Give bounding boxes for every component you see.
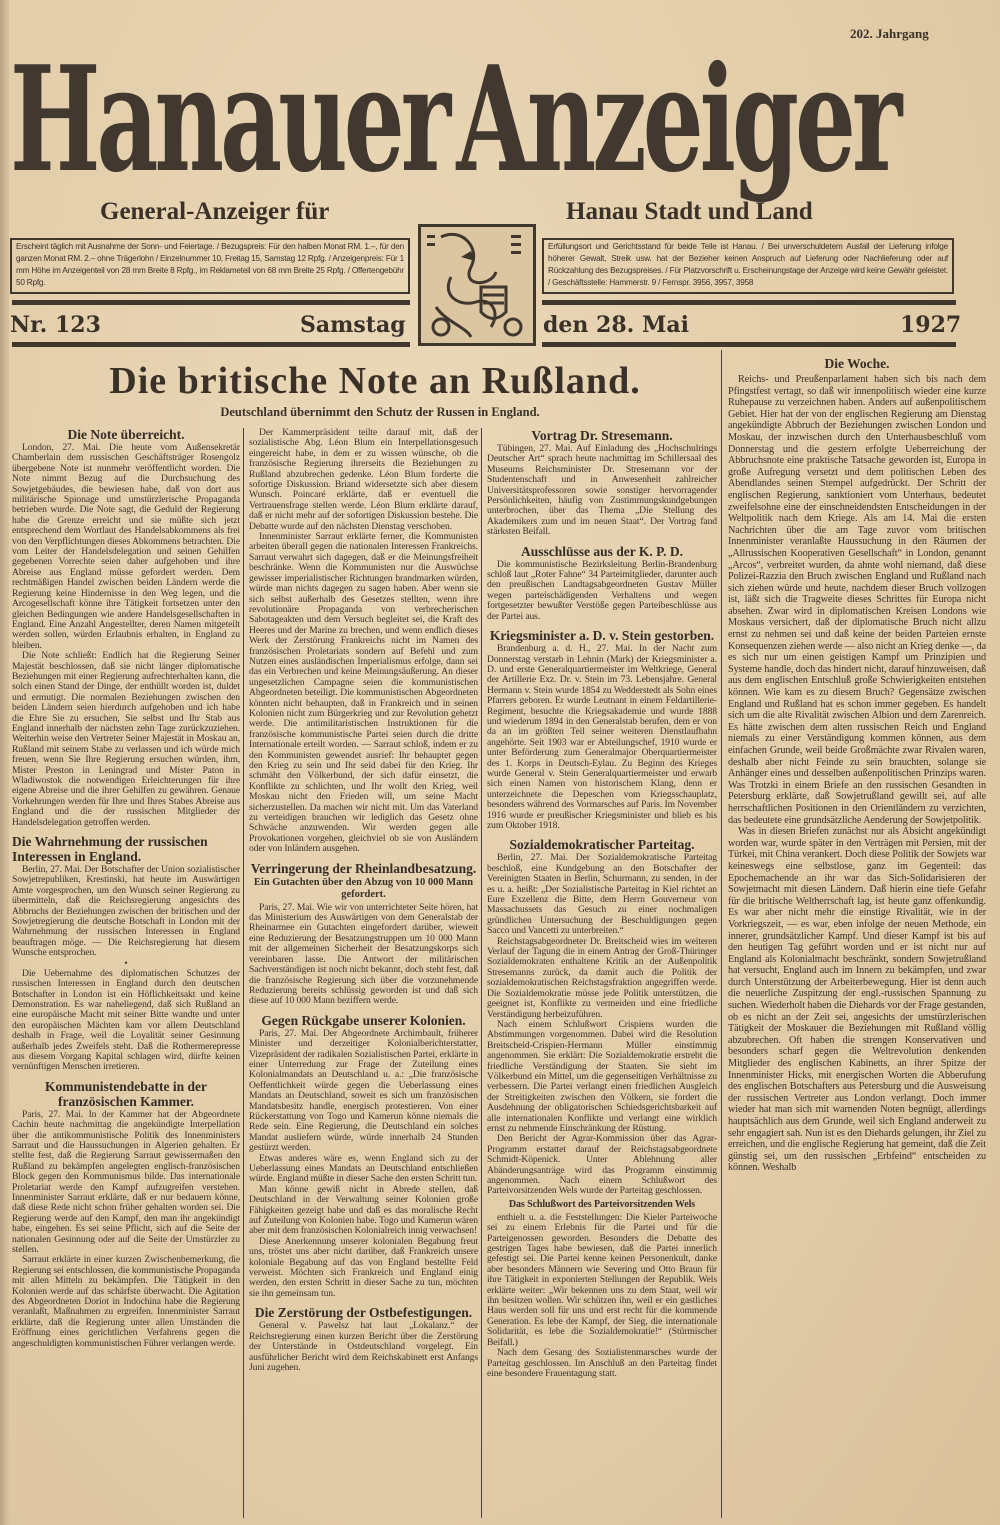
article-kpd-ausschluesse bbox=[487, 544, 717, 622]
hanau-coat-of-arms-emblem bbox=[418, 224, 536, 346]
newspaper-title bbox=[10, 35, 899, 205]
article-title: Die Woche. bbox=[824, 356, 890, 371]
title-part-2: Anzeiger bbox=[456, 35, 899, 205]
column-3 bbox=[487, 428, 717, 1385]
article-title: Die Zerstörung der Ostbefestigungen. bbox=[254, 1305, 473, 1321]
separator-dot: • bbox=[124, 957, 128, 969]
article-wahrnehmung bbox=[12, 834, 240, 1073]
paragraph: Die Note schließt: Endlich hat die Regierung Seiner Majestät beschlossen, daß sie nicht länger diplomatische Beziehungen mit einer Regierung aufrechterhalten kann, die solch einen Stand der Dinge, der enthüllt worden ist, duldet und ermutigt. Die normalen Beziehungen zwischen den beiden Ländern seien hierdurch aufgehoben und ich habe die Ehre Sie zu ersuchen, Sie selbst und Ihr Stab aus England innerhalb der nächsten zehn Tage zurückzuziehen. Weiterhin weise den Vertreter Seiner Majestät in Moskau an, Rußland mit seinem Stabe zu verlassen und ich würde mich freuen, wenn Sie Ihre Regierung ersuchen würden, ihm, Mister Preston in Leningrad und Mister Paton in Wladiwostok die notwendigen Erleichterungen für ihre eigene Abreise und die ihrer Gehilfen zu gewähren. Genaue Vorkehrungen werden für Ihre und Ihres Stabes Abreise aus England und die der russischen Mitglieder der Handelsdelegation getroffen werden. bbox=[12, 650, 240, 828]
paragraph: enthielt u. a. die Feststellungen: Die Kieler Parteiwoche sei zu einem Erlebnis für die Partei und für die Parteigenossen geworden. Besonders die Debatte des gestrigen Tages habe bewiesen, daß die Partei innerlich gefestigt sei. Die Partei kenne keinen Personenkult, danke aber besonders Männern wie Severing und Otto Braun für ihre Tätigkeit in exponierten Stellungen der Republik. Wels erklärte weiter: „Wir bekennen uns zu dem Staat, weil wir ihn besitzen wollen. Wir schützen ihn, weil er ein gastliches Haus werden soll für uns und erst recht für die kommende Generation. Es lebe der Kampf, der Sieg, die internationale Solidarität, es lebe die Sozialdemokratie!“ (Stürmischer Beifall.) bbox=[487, 1211, 717, 1348]
article-dek: Ein Gutachten über den Abzug von 10 000 Mann gefordert. bbox=[253, 876, 474, 900]
paragraph: Was in diesen Briefen zunächst nur als Absicht angekündigt worden war, wurde später in den Verträgen mit Persien, mit der Türkei, mit China verankert. Doch diese Politik der Sowjets war keineswegs eine selbstlose, ganz im Gegenteil: das Epochemachende an ihr war das Sich-Solidarisieren der Sowjetmacht mit diesen Ländern. Daß hierin eine tiefe Gefahr für die britische Weltherrschaft lag, ist heute ganz offenkundig. Es war aber nicht mehr die einstige Rivalität, wie in der Vorkriegszeit, — es war, eben infolge der neuen Methode, ein innerer, grundsätzlicher Kampf. Und dieser Kampf ist bis auf den heutigen Tag geführt worden und er ist nicht nur auf England als Kolonialmacht beschränkt, sondern Sowjetrußland hat versucht, England auch im Innern zu bekämpfen, und zwar durch Unterstützung der Arbeiterbewegung. Hier ist denn auch die neuerliche Zuspitzung der engl.-russischen Spannung zu suchen. Wiederholt haben die Diehards vor der Frage gestanden, ob es nicht an der Zeit sei, angesichts der umstürzlerischen Tätigkeit der Moskauer die Beziehungen mit Rußland völlig abzubrechen. Oft haben die strengen Konservativen und besonders scharf gegen die Weltrevolution denkenden Mitglieder des englischen Kabinetts, an ihrer Spitze der Innenminister Hicks, mit energischen Worten die Abberufung des englischen Botschafters aus Petersburg und die Ausweisung der russischen Vertreter aus London verlangt. Doch immer wieder hat man sich mit warnenden Noten begnügt, allerdings hauptsächlich aus dem Grunde, weil sich England anderweit zu sehr engagiert sah. Nun ist es den Diehards gelungen, ihr Ziel zu erreichen, und die englische Regierung hat gemeint, daß die Zeit günstig sei, um den russischen „Erbfeind“ entscheiden zu können. Weshalb bbox=[728, 826, 986, 1174]
article-note-ueberreicht bbox=[12, 427, 240, 828]
paragraph: Sarraut erklärte in einer kurzen Zwischenbemerkung, die Regierung sei entschlossen, die kommunistische Propaganda mit allen Mitteln zu bekämpfen. Die Tätigkeit in den Kolonien werde auf das schärfste überwacht. Die Agitation des Abgeordneten Doriot in Indochina habe die Regierung veranlaßt, Maßnahmen zu ergreifen. Innenminister Sarraut erklärte, daß die Regierung unter allen Umständen die Eröffnung eines gerichtlichen Verfahrens gegen die angeschuldigten kommunistischen Führer verlangen werde. bbox=[12, 1254, 240, 1349]
page-edge bbox=[0, 0, 9, 1525]
article-stresemann bbox=[487, 428, 717, 538]
column-1 bbox=[12, 427, 240, 1355]
paragraph: Nach einem Schlußwort Crispiens wurden die Abstimmungen vorgenommen. Dabei wird die Resolution Breitscheid-Crispien-Hermann Müller einstimmig angenommen. Sie erklärt: Die Sozialdemokratie erstrebt die friedliche Verständigung der Staaten. Sie sieht im Völkerbund ein Mittel, um die gegenseitigen Verhältnisse zu verbessern. Die Partei verlangt einen friedlichen Ausgleich der Streitigkeiten zwischen den Völkern, sie fordert die Ausdehnung der obligatorischen Schiedsgerichtsbarkeit auf alle internationalen Konflikte und verlangt eine wirklich ernst zu nehmende Einschränkung der Rüstung. bbox=[487, 1018, 717, 1134]
column-rule bbox=[243, 428, 244, 1518]
paragraph: Der Kammerpräsident teilte darauf mit, daß der sozialistische Abg. Léon Blum ein Interpellationsgesuch eingereicht habe, in dem er zu wissen wünsche, ob die französische Regierung ihrerseits die Beziehungen zu Rußland abzubrechen gedenke. Léon Blum forderte die sofortige Diskussion. Briand widersetzte sich aber diesem Wunsch. Poincaré erklärte, daß er eventuell die Vertrauensfrage stellen werde. Léon Blum erklärte darauf, daß er nicht mehr auf der sofortigen Diskussion bestehe. Die Debatte wurde auf den nächsten Dienstag verschoben. bbox=[249, 427, 478, 532]
paragraph: Den Bericht der Agrar-Kommission über das Agrar-Programm erstattet darauf der Reichstagsabgeordnete Schmidt-Köpenick. Unter Ablehnung aller Abänderungsanträge wird das Programm einstimmig angenommen. Nach einem Schlußwort des Parteivorsitzenden Wels wurde der Parteitag geschlossen. bbox=[487, 1133, 717, 1197]
lead-headline: Die britische Note an Rußland. bbox=[109, 360, 641, 402]
article-title: Die Note überreicht. bbox=[67, 427, 185, 442]
title-part-1: Hanauer bbox=[10, 35, 448, 205]
paragraph: London, 27. Mai. Die heute vom Außensekretär Chamberlain dem russischen Geschäftsträger Rosengolz übergebene Note ist nunmehr veröffentlicht worden. Die Note nimmt Bezug auf die Durchsuchung des Sowjetgebäudes, die bewiesen habe, daß von dort aus militärische Spionage und umstürzlerische Propaganda betrieben wurde. Die Note sagt, die Geduld der Regierung habe die Grenze erreicht und sie müßte sich jetzt entsprechend dem Wortlaut des Handelsabkommens als frei von den Verpflichtungen dieses Abkommens betrachten. Die vom Leiter der Handelsdelegation und seinen Gehilfen gegebenen Vorrechte seien daher aufgehoben und ihre Abreise aus England müsse gefordert werden. Dem rechtmäßigen Handel zwischen beiden Ländern werde die Regierung keine Hindernisse in den Weg legen, und die Arcogesellschaft könne ihre Tätigkeit fortsetzen unter den gleichen Bedingungen wie andere Handelsgesellschaften in England. Eine Anzahl Angestellter, deren Namen mitgeteilt werden sollen, würden Erlaubnis erhalten, in England zu bleiben. bbox=[12, 442, 240, 651]
year: 1927 bbox=[900, 312, 962, 338]
article-ostbefestigungen bbox=[249, 1305, 478, 1373]
article-parteitag bbox=[487, 837, 717, 1379]
column-2 bbox=[249, 428, 478, 1379]
article-title: Vortrag Dr. Stresemann. bbox=[531, 428, 673, 443]
paragraph: Diese Anerkennung unserer kolonialen Begabung freut uns, tröstet uns aber nicht darüber, daß Frankreich unsere koloniale Begabung auf das von England bestellte Feld verweist. Möchten sich Frankreich und England einig werden, den ersten Schritt in dieser Sache zu tun, möchten sie ihn gemeinsam tun. bbox=[249, 1235, 478, 1299]
section-subtitle: Das Schlußwort des Parteivorsitzenden Wels bbox=[508, 1198, 696, 1210]
volume-label: 202. Jahrgang bbox=[850, 26, 929, 41]
article-title: Gegen Rückgabe unserer Kolonien. bbox=[261, 1012, 466, 1028]
article-title: Die Wahrnehmung der russischen Interessen in England. bbox=[12, 834, 208, 865]
paragraph: Die kommunistische Bezirksleitung Berlin-Brandenburg schloß laut „Roter Fahne“ 34 Parteimitglieder, darunter auch den preußischen Landtagsabgeordneten Gustav Müller wegen parteischädigenden Verhaltens und wegen fortgesetzter bewußter Verstöße gegen Parteibeschlüsse aus der Partei aus. bbox=[487, 558, 717, 622]
rule bbox=[542, 300, 956, 305]
paragraph: Tübingen, 27. Mai. Auf Einladung des „Hochschulrings Deutscher Art“ sprach heute nachmittag im Schillersaal des Museums Reichsminister Dr. Stresemann vor der Studentenschaft und in Anwesenheit zahlreicher Universitätsprofessoren sowie sonstiger hervorragender Persönlichkeiten, häufig von Zustimmungskundgebungen unterbrochen, über das Thema „Die Stellung des Akademikers zum und im neuen Staat“. Der Vortrag fand stärksten Beifall. bbox=[487, 443, 717, 538]
article-kolonien bbox=[249, 1013, 478, 1300]
subtitle-left: General-Anzeiger für bbox=[100, 198, 330, 225]
issue-number: Nr. 123 bbox=[10, 312, 101, 338]
legal-info: Erfüllungsort und Gerichtsstand für beide Teile ist Hanau. / Bei unverschuldetem Ausfall der Lieferung infolge höherer Gewalt, Streik usw. hat der Bezieher keinen Anspruch auf Lieferung oder Nachlieferung oder auf Rückzahlung des Bezugspreises. / Für Platzvorschrift u. Erscheinungstage der Anzeige wird keine Gewähr geleistet. / Geschäftsstelle: Hammerstr. 9 / Fernspr. 3956, 3957, 3958 bbox=[542, 238, 954, 294]
column-rule bbox=[481, 428, 482, 1518]
paragraph: Berlin, 27. Mai. Der Botschafter der Union sozialistischer Sowjetrepubliken, Krestinski, hat heute im Auswärtigen Amte vorgesprochen, um den Wunsch seiner Regierung zu übermitteln, daß die Reichsregierung angesichts des Abbruchs der Beziehungen zwischen der britischen und der Sowjetregierung die deutsche Botschaft in London mit der Wahrnehmung der russischen Interessen in England beauftragen möge. — Die Reichsregierung hat diesem Wunsche entsprochen. bbox=[12, 864, 240, 959]
article-title: Sozialdemokratischer Parteitag. bbox=[509, 837, 695, 853]
paragraph: Man könne gewiß nicht in Abrede stellen, daß Deutschland in der Verwaltung seiner Kolonien große Fähigkeiten gezeigt habe und daß es das moralische Recht auf Zuteilung von Kolonien habe. Togo und Kamerun wären aber mit dem französischen Kolonialreich innig verwachsen! bbox=[249, 1183, 478, 1237]
paragraph: Nach dem Gesang des Sozialistenmarsches wurde der Parteitag geschlossen. Im Anschluß an den Parteitag findet eine besondere Frauentagung statt. bbox=[487, 1347, 717, 1379]
paragraph: Berlin, 27. Mai. Der Sozialdemokratische Parteitag beschloß, eine Kundgebung an den Botschafter der Vereinigten Staaten in Berlin, Schurmann, zu senden, in der es u. a. heißt: „Der Sozialistische Parteitag in Kiel richtet an Eure Exzellenz die Bitte, dem Herrn Gouverneur von Massachussets das Gesuch zu einer nochmaligen gründlichen Untersuchung der Beschuldigungen gegen Sacco und Vancetti zu unterbreiten.“ bbox=[487, 852, 717, 937]
subscription-info: Erscheint täglich mit Ausnahme der Sonn- und Feiertage. / Bezugspreis: Für den halben Monat RM. 1.–, für den ganzen Monat RM. 2.– ohne Trägerlohn / Einzelnummer 10, Freitag 15, Samstag 12 Rpfg. / Anzeigenpreis: Für 1 mm Höhe im Anzeigenteil von 28 mm Breite 8 Rpfg., im Reklameteil von 68 mm Breite 25 Rpfg. / Offertengebühr 50 Rpfg. bbox=[10, 238, 410, 294]
paragraph: Innenminister Sarraut erklärte ferner, die Kommunisten arbeiten überall gegen die nationalen Interessen Frankreichs. Sarraut verwahrt sich dagegen, daß er die Meinungsfreiheit beschränke. Wenn die Kommunisten nur die Auswüchse gewisser imperialistischer Richtungen brandmarken würden, würde man nichts dagegen zu sagen haben. Aber wenn sie sich selbst außerhalb des Gesetzes stellten, wenn ihre revolutionäre Propaganda von verbrecherischen Sabotageakten und dem Versuch begleitet sei, die Kraft des Heeres und der Marine zu brechen, und wenn endlich dieses Werk der Zerstörung Frankreichs nicht im Namen des französischen Proletariats sondern auf Befehl und zum Nutzen eines ausländischen Imperialismus erfolge, dann sei das ein Verbrechen und keine Meinungsäußerung. An dieser ungesetzlichen Campagne seien die kommunistischen Abgeordneten beteiligt. Die kommunistischen Abgeordneten könnten nicht behaupten, daß in Frankreich und in seinen Kolonien nicht zum Bürgerkrieg und zur Revolution gehetzt werde. Die antimilitaristischen Instruktionen für die französische kommunistische Partei seien durch die dritte Internationale erteilt worden. — Sarraut schloß, indem er zu den Kommunisten gewendet ausrief: Ihr behauptet gegen den Krieg zu sein und Ihr seid dabei für den Krieg. Ihr schmäht den Völkerbund, der sich dafür einsetzt, die Konflikte zu schlichten, und Ihr wollt den Krieg, weil Moskau nicht den Frieden will, um seine Macht sicherzustellen. Da machen wir nicht mit. Um das Vaterland zu verteidigen brauchen wir lediglich das Gesetz ohne Schwäche anzuwenden. Wir werden gegen alle Provokationen vorgehen, gleichviel ob sie von Ausländern oder von Inländern ausgehen. bbox=[249, 531, 478, 855]
rule bbox=[12, 342, 410, 347]
rule bbox=[12, 300, 410, 305]
paragraph: Reichs- und Preußenparlament haben sich bis nach dem Pfingstfest vertagt, so daß wir innenpolitisch wieder eine kurze Ruhepause zu verzeichnen haben. Anders auf außenpolitischem Gebiet. Hier hat der von der englischen Regierung am Dienstag angekündigte Abbruch der Beziehungen zwischen London und Moskau, der inzwischen durch den Unterhausbeschluß vom Donnerstag und die gestern erfolgte Ueberreichung der Abbruchsnote eine praktische Tatsache geworden ist, Europa in große Aufregung versetzt und dem politischen Leben des Abendlandes seinen Stempel aufgedrückt. Der Schritt der englischen Regierung, sanktioniert vom Unterhaus, bedeutet zweifelsohne eine der einschneidendsten Entscheidungen in der Weltpolitik nach dem Kriege. Als am 14. Mai die ersten Nachrichten über die am Tage zuvor vom britischen Innenminister veranlaßte Haussuchung in den Räumen der „Allrussischen Kooperativen Gesellschaft“ in London, genannt „Arcos“, verbreitet wurden, da ahnte wohl niemand, daß diese Polizei-Razzia den Bruch zwischen England und Rußland nach sich ziehen würde und heute, nachdem dieser Bruch vollzogen ist, läßt sich die Tragweite dieses Schrittes für Europa nicht absehen. Zwar wird in diplomatischen Kreisen Londons wie Moskaus versichert, daß der diplomatische Bruch nicht allzu ernst zu nehmen sei und daß keine der beiden Parteien ernste Konsequenzen ziehen werde — also nicht an Krieg denke —, da es sich nur um einen geistigen Kampf um Prinzipien und Systeme handle, doch das hindert nicht, darauf hinzuweisen, daß aus dem englischen Entschluß große Schwierigkeiten entstehen können. Wie kam es zu diesem Bruch? Gegensätze zwischen England und Rußland hat es schon immer gegeben. Es handelt sich um die alte Rivalität zwischen Albion und dem Zarenreich. Es hätte zwischen dem alten russischen Reich und England niemals zu einer Verständigung kommen können, aus dem einfachen Grunde, weil beide Großmächte zwar Rivalen waren, deshalb aber nicht Feinde zu sein brauchten, solange sie Anhänger eines und desselben außenpolitischen Prinzips waren. Was Trotzki in einem Briefe an den russischen Gesandten in Petersburg erklärte, daß Sowjetrußland gewillt sei, auf alle herrschaftlichen Positionen in den Orientländern zu verzichten, das bedeutete eine grundsätzliche Aenderung der Sowjetpolitik. bbox=[728, 374, 986, 826]
article-title: Ausschlüsse aus der K. P. D. bbox=[520, 543, 684, 559]
paragraph: Reichstagsabgeordneter Dr. Breitscheid wies im weiteren Verlauf der Tagung die in einem Antrag der Groß-Thüringer Sozialdemokraten enthaltene Kritik an der Außenpolitik Stresemanns zurück, da damit auch die Politik der sozialdemokratischen Reichstagsfraktion angegriffen werde. Die Sozialdemokratie müsse jede Politik unterstützen, die geeignet ist, Konflikte zu vermeiden und eine friedliche Verständigung herbeizuführen. bbox=[487, 935, 717, 1020]
article-title: Kriegsminister a. D. v. Stein gestorben. bbox=[489, 628, 715, 644]
subtitle-right: Hanau Stadt und Land bbox=[566, 198, 813, 225]
article-kammer-fortsetzung bbox=[249, 428, 478, 855]
column-4 bbox=[728, 356, 986, 1180]
weekday: Samstag bbox=[300, 312, 406, 338]
paragraph: Die Uebernahme des diplomatischen Schutzes der russischen Interessen in England durch den deutschen Botschafter in London ist ein Höflichkeitsakt und keine Demonstration. Es war naheliegend, daß sich Rußland an eine europäische Macht mit seiner Bitte wandte und unter den europäischen Mächten kam vor allem Deutschland deshalb in Frage, weil die Loyalität seiner Gesinnung außerhalb jedes Zweifels steht. Daß die Rothermerepresse aus diesem Vorgang Kapital schlagen wird, dürfte keinen vernünftigen Menschen irretieren. bbox=[12, 967, 240, 1073]
date: den 28. Mai bbox=[543, 312, 689, 338]
article-kommunistendebatte bbox=[12, 1079, 240, 1349]
paragraph: Brandenburg a. d. H., 27. Mai. In der Nacht zum Donnerstag verstarb in Lehnin (Mark) der Kriegsminister a. D. und erste Generalquartiermeister im Weltkriege, General der Artillerie Exz. Dr. v. Stein im 73. Lebensjahre. General Hermann v. Stein wurde 1854 zu Wedderstedt als Sohn eines Pfarrers geboren. Er wurde Leutnant in einem Feldartillerie-Regiment, besuchte die Kriegsakademie und wurde 1888 und wiederum 1894 in den Generalstab berufen, dem er von da an im größten Teil seiner weiteren Dienstlaufbahn angehörte. Seit 1903 war er Abteilungschef, 1910 wurde er unter Beförderung zum Generalmajor Oberquartiermeister des 1. Korps in Deutsch-Eylau. Zu Beginn des Krieges wurde General v. Stein Generalquartiermeister und erwarb sich einen Namen von historischem Klang, denn er unterzeichnete die Depeschen vom Kriegsschauplatz, besonders während des Vormarsches auf Paris. Im November 1916 wurde er preußischer Kriegsminister und blieb es bis zum Oktober 1918. bbox=[487, 643, 717, 831]
paragraph: General v. Pawelsz hat laut „Lokalanz.“ der Reichsregierung einen kurzen Bericht über die Zerstörung der Unterstände in Ostdeutschland vorgelegt. Ein ausführlicher Bericht wird dem Reichskabinett erst Anfangs Juni zugehen. bbox=[249, 1320, 478, 1373]
paragraph: Paris, 27. Mai. Der Abgeordnete Archimbault, früherer Minister und derzeitiger Kolonialberichterstatter, Vizepräsident der radikalen Sozialistischen Partei, erklärte in einer Unterredung zur Frage der Zuteilung eines Kolonialmandats an Deutschland u. a.: „Die französische Oeffentlichkeit würde gegen die Ueberlassung eines Mandats an Deutschland, soweit es sich um französischen Mandatsbesitz handle, energisch protestieren. Von einer Rückerstattung von Togo und Kamerun könne niemals die Rede sein. Eine Regierung, die Deutschland ein solches Mandat ausliefern würde, würde innerhalb 24 Stunden gestürzt werden. bbox=[249, 1027, 478, 1154]
column-rule bbox=[721, 350, 722, 1518]
paragraph: Paris, 27. Mai. In der Kammer hat der Abgeordnete Cachin heute nachmittag die angekündigte Interpellation über die antikommunistische Politik des Innenministers Sarraut und die Haussuchungen in Algerien gehalten. Er stellte fest, daß die Regierung Sarraut gewissermaßen den Rußland zu bekämpfen angelegten englisch-französischen Block gegen den Kommunismus bilde. Das internationale Proletariat werde den Kampf aufzugreifen verstehen. Innenminister Sarraut erklärte, daß er nur bedauern könne, daß diese Rede nicht schon früher gehalten worden sei. Die Regierung werde auf den Kampf, den man ihr angekündigt habe, eingehen. Es sei seine Pflicht, sich auf die Seite der nationalen Gesinnung oder auf die Seite der Umstürzler zu stellen. bbox=[12, 1108, 240, 1256]
article-rheinlandbesatzung bbox=[249, 861, 478, 1007]
paragraph: Paris, 27. Mai. Wie wir von unterrichteter Seite hören, hat das Ministerium des Auswärtigen von dem Generalstab der Rheinarmee ein Gutachten eingefordert darüber, wieweit eine Reduzierung der Besatzungstruppen um 10 000 Mann mit der allgemeinen Sicherheit der Besatzungskorps sich vereinbaren lasse. Die Antwort der militärischen Sachverständigen ist noch nicht bekannt, doch steht fest, daß die französische Regierung sich über die vorzunehmende Reduzierung bereits schlüssig geworden ist und daß sich diese auf 10 000 Mann beziffern werde. bbox=[249, 901, 478, 1007]
lead-subheadline: Deutschland übernimmt den Schutz der Russen in England. bbox=[220, 405, 540, 419]
paragraph: Etwas anderes wäre es, wenn England sich zu der Ueberlassung eines Mandats an Deutschland entschließen würde. England müßte in dieser Sache den ersten Schritt tun. bbox=[249, 1152, 478, 1185]
article-die-woche bbox=[728, 356, 986, 1174]
article-stein-gestorben bbox=[487, 628, 717, 831]
article-title: Kommunistendebatte in der französischen Kammer. bbox=[45, 1078, 207, 1109]
article-title: Verringerung der Rheinlandbesatzung. bbox=[250, 860, 477, 876]
rule bbox=[542, 342, 956, 347]
